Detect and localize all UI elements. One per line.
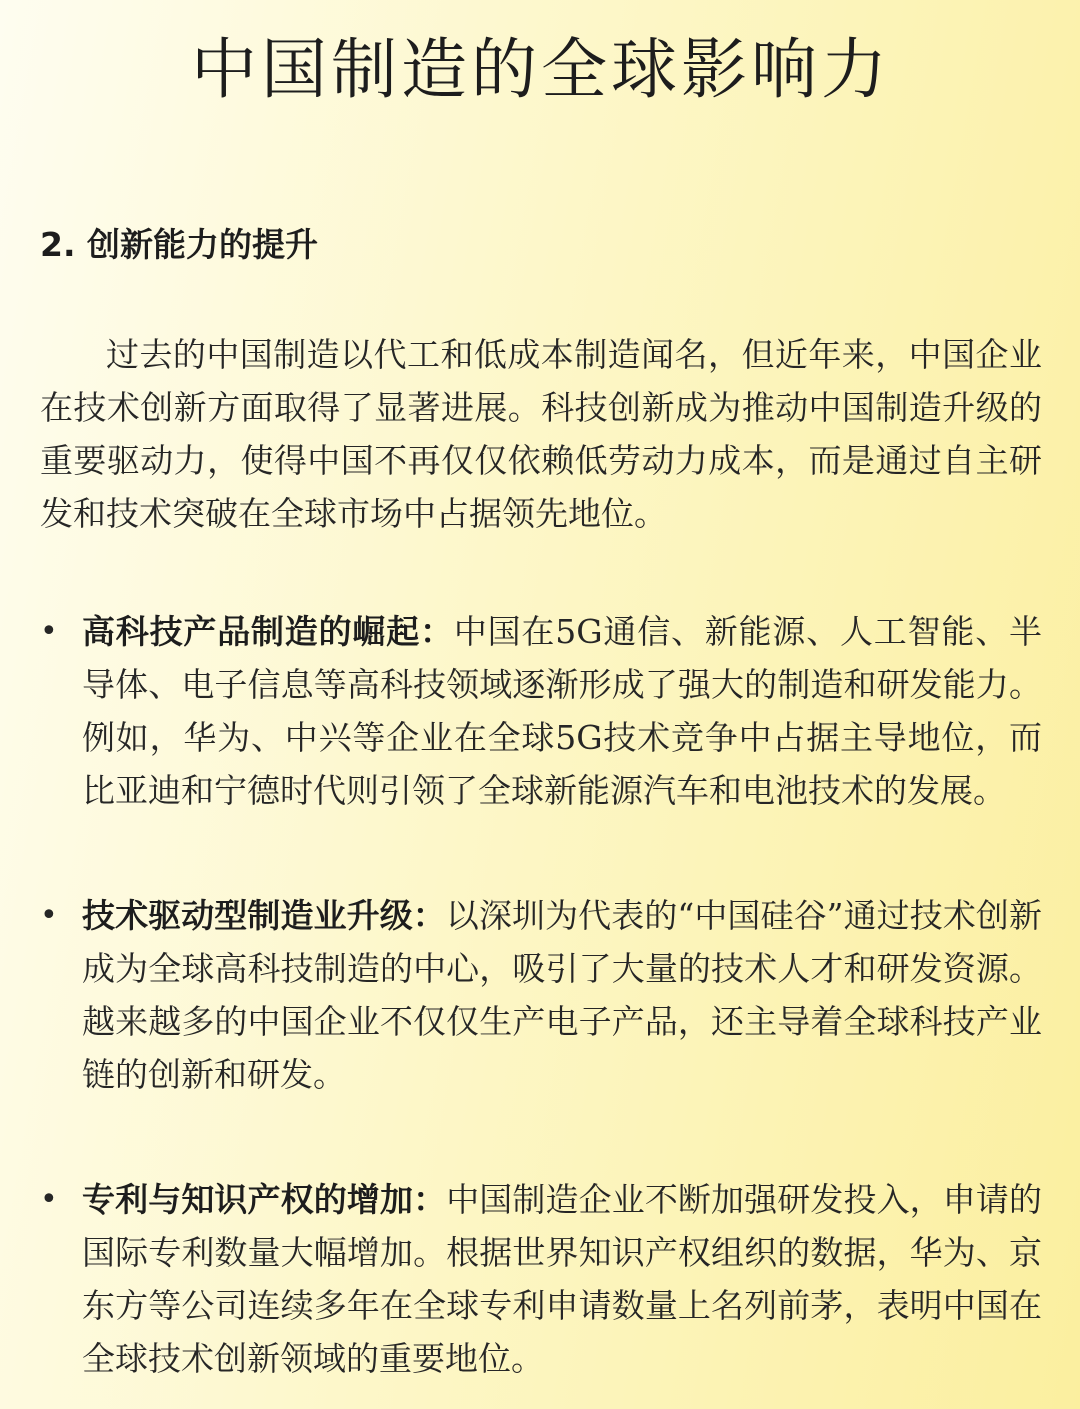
bullet-title: 专利与知识产权的增加： — [82, 1180, 447, 1219]
bullet-item-tech-driven — [40, 889, 1042, 1101]
bullet-title: 技术驱动型制造业升级： — [82, 896, 446, 935]
section-heading: 2. 创新能力的提升 — [40, 225, 318, 264]
bullet-text: 以深圳为代表的“中国硅谷”通过技术创新成为全球高科技制造的中心，吸引了大量的技术人才和研发资源。越来越多的中国企业不仅仅生产电子产品，还主导着全球科技产业链的创新和研发。 — [82, 896, 1042, 1094]
bullet-item-high-tech — [40, 605, 1042, 817]
intro-paragraph: 过去的中国制造以代工和低成本制造闻名，但近年来，中国企业在技术创新方面取得了显著进展。科技创新成为推动中国制造升级的重要驱动力，使得中国不再仅仅依赖低劳动力成本，而是通过自主研发和技术突破在全球市场中占据领先地位。 — [40, 335, 1042, 533]
bullet-text: 中国在5G通信、新能源、人工智能、半导体、电子信息等高科技领域逐渐形成了强大的制造和研发能力。例如，华为、中兴等企业在全球5G技术竞争中占据主导地位，而比亚迪和宁德时代则引领了全球新能源汽车和电池技术的发展。 — [82, 612, 1043, 810]
bullet-dot-icon: • — [40, 898, 58, 933]
bullet-text: 中国制造企业不断加强研发投入，申请的国际专利数量大幅增加。根据世界知识产权组织的数据，华为、京东方等公司连续多年在全球专利申请数量上名列前茅，表明中国在全球技术创新领域的重要地位。 — [82, 1180, 1043, 1378]
bullet-list — [40, 605, 1042, 1385]
bullet-dot-icon: • — [40, 1182, 58, 1217]
bullet-item-patents — [40, 1173, 1042, 1385]
bullet-dot-icon: • — [40, 614, 58, 649]
bullet-title: 高科技产品制造的崛起： — [82, 612, 454, 651]
page-title: 中国制造的全球影响力 — [191, 31, 891, 108]
